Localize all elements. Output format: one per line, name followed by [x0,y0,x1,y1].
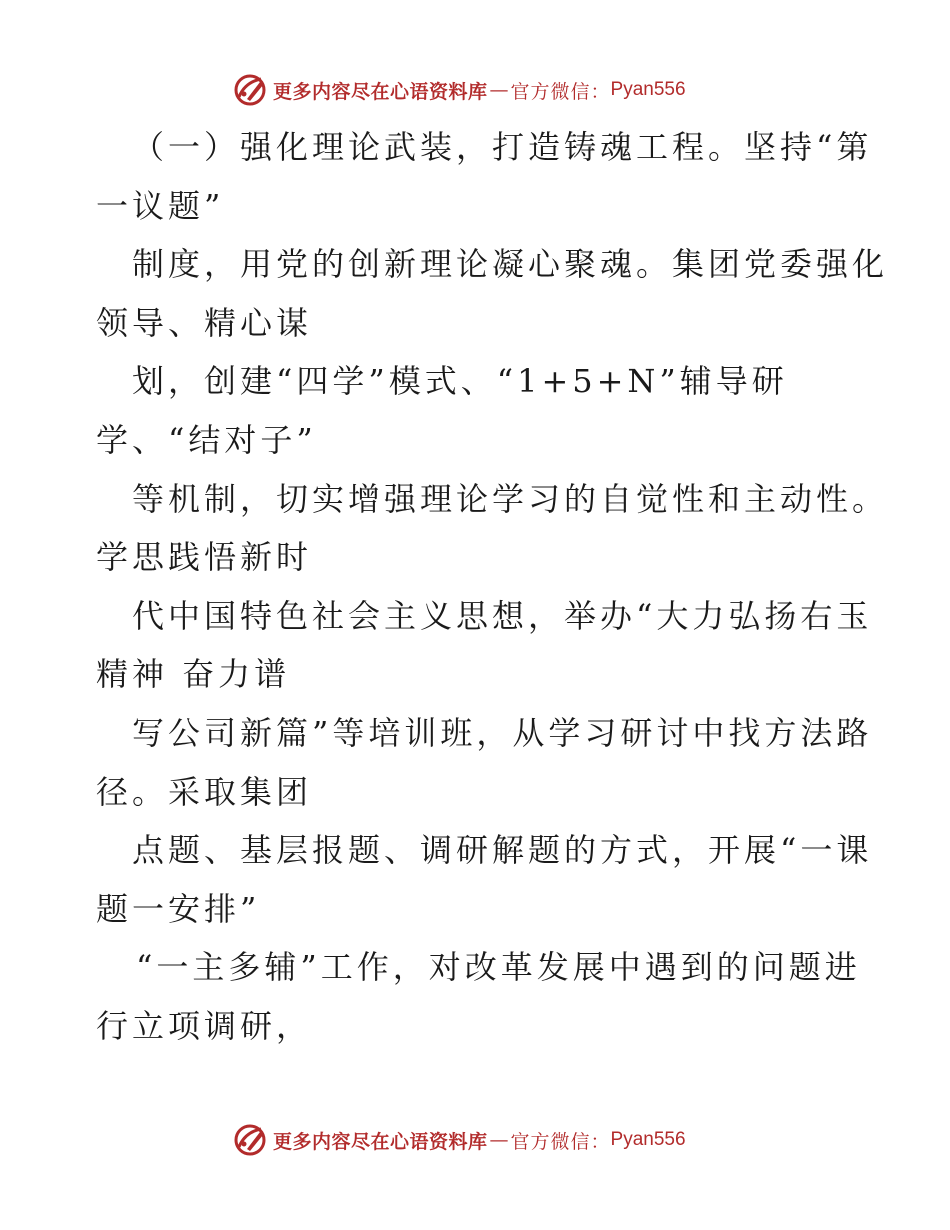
wechat-id: Pyan556 [610,1129,686,1150]
text-line: （一）强化理论武装，打造铸魂工程。坚持“第 [132,128,873,166]
wechat-label: 官方微信： [510,80,611,103]
text-line: 学思践悟新时 [96,538,313,577]
text-line: 精神 奋力谱 [96,655,291,694]
header-watermark [233,70,686,110]
text-line: 领导、精心谋 [96,303,313,342]
pen-logo-icon [233,73,267,107]
text-line: 行立项调研， [96,1006,313,1045]
wechat-label: 官方微信： [510,1130,611,1153]
text-line: 一议题” [96,186,225,225]
text-line: 划，创建“四学”模式、“1+5+N”辅导研 [132,362,788,401]
text-line: 制度，用党的创新理论凝心聚魂。集团党委强化 [132,245,889,284]
document-body [96,118,889,1056]
wechat-id: Pyan556 [610,79,686,100]
text-line: 写公司新篇”等培训班，从学习研讨中找方法路 [132,713,873,752]
text-line: 径。采取集团 [96,772,313,811]
text-line: “一主多辅”工作，对改革发展中遇到的问题进 [136,948,861,987]
watermark-text: 更多内容尽在心语资料库 [273,80,488,103]
text-line: 等机制，切实增强理论学习的自觉性和主动性。 [132,479,889,518]
watermark-text: 更多内容尽在心语资料库 [273,1130,488,1153]
text-line: 学、“结对子” [96,420,317,459]
pen-logo-icon [233,1123,267,1157]
text-line: 点题、基层报题、调研解题的方式，开展“一课 [132,831,873,870]
footer-watermark [233,1120,686,1160]
watermark-separator: — [489,79,509,101]
text-line: 代中国特色社会主义思想，举办“大力弘扬右玉 [132,596,873,635]
watermark-separator: — [489,1129,509,1151]
text-line: 题一安排” [96,889,261,928]
